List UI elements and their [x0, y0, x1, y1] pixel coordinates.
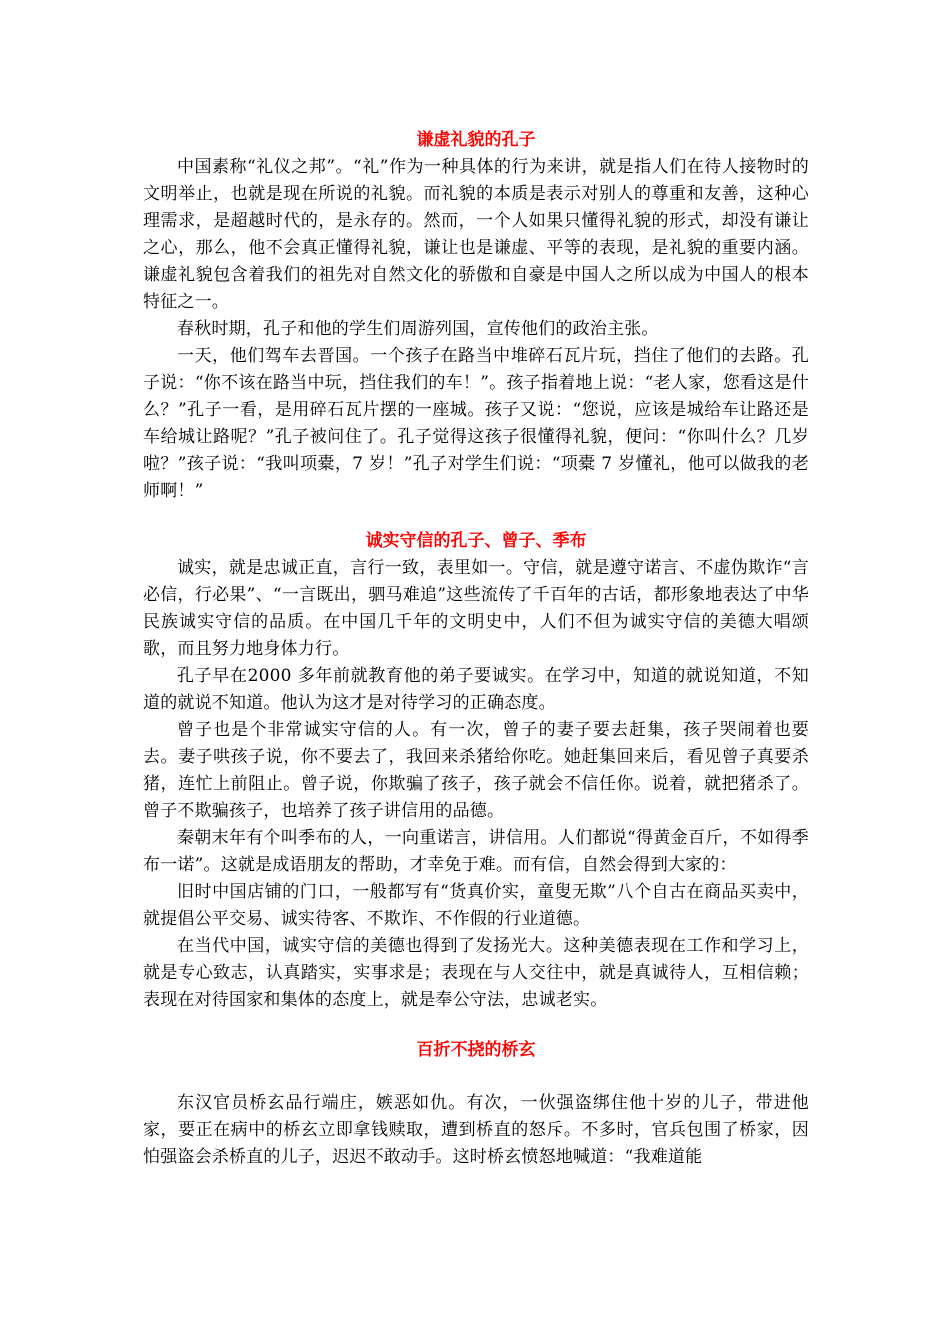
section-spacer: [143, 1064, 809, 1090]
paragraph: 旧时中国店铺的门口，一般都写有“货真价实，童叟无欺”八个自古在商品买卖中，就提倡公平交易、诚实待客、不欺诈、不作假的行业道德。: [143, 882, 809, 929]
paragraph: 秦朝末年有个叫季布的人，一向重诺言，讲信用。人们都说“得黄金百斤，不如得季布一诺”。这就是成语朋友的帮助，才幸免于难。而有信，自然会得到大家的：: [143, 828, 809, 875]
paragraph: 一天，他们驾车去晋国。一个孩子在路当中堆碎石瓦片玩，挡住了他们的去路。孔子说：“你不该在路当中玩，挡住我们的车！”。孩子指着地上说：“老人家，您看这是什么？”孔子一看，是用碎石瓦片摆的一座城。孩子又说：“您说，应该是城给车让路还是车给城让路呢？”孔子被问住了。孔子觉得这孩子很懂得礼貌，便问：“你叫什么？几岁啦？”孩子说：“我叫项橐，7 岁！”孔子对学生们说：“项橐 7 岁懂礼，他可以做我的老师啊！”: [143, 346, 809, 501]
paragraph: 春秋时期，孔子和他的学生们周游列国，宣传他们的政治主张。: [177, 319, 659, 339]
section-title-kongzi: 谦虚礼貌的孔子: [416, 130, 536, 150]
paragraph: 曾子也是个非常诚实守信的人。有一次，曾子的妻子要去赶集，孩子哭闹着也要去。妻子哄孩子说，你不要去了，我回来杀猪给你吃。她赶集回来后，看见曾子真要杀猪，连忙上前阻止。曾子说，你欺骗了孩子，孩子就会不信任你。说着，就把猪杀了。曾子不欺骗孩子，也培养了孩子讲信用的品德。: [143, 720, 809, 821]
section-title-chengshi: 诚实守信的孔子、曾子、季布: [365, 531, 587, 551]
section-title-qiaoxuan: 百折不挠的桥玄: [416, 1040, 536, 1060]
paragraph: 中国素称“礼仪之邦”。“礼”作为一种具体的行为来讲，就是指人们在待人接物时的文明举止，也就是现在所说的礼貌。而礼貌的本质是表示对别人的尊重和友善，这种心理需求，是超越时代的，是永存的。然而，一个人如果只懂得礼貌的形式，却没有谦让之心，那么，他不会真正懂得礼貌，谦让也是谦虚、平等的表现，是礼貌的重要内涵。谦虚礼貌包含着我们的祖先对自然文化的骄傲和自豪是中国人之所以成为中国人的根本特征之一。: [143, 157, 809, 312]
document-body: [143, 126, 809, 1171]
paragraph: 在当代中国，诚实守信的美德也得到了发扬光大。这种美德表现在工作和学习上，就是专心致志，认真踏实，实事求是；表现在与人交往中，就是真诚待人，互相信赖；表现在对待国家和集体的态度上，就是奉公守法，忠诚老实。: [143, 936, 809, 1010]
paragraph: 孔子早在2000 多年前就教育他的弟子要诚实。在学习中，知道的就说知道，不知道的就说不知道。他认为这才是对待学习的正确态度。: [143, 666, 809, 713]
paragraph: 东汉官员桥玄品行端庄，嫉恶如仇。有次，一伙强盗绑住他十岁的儿子，带进他家，要正在病中的桥玄立即拿钱赎取，遭到桥直的怒斥。不多时，官兵包围了桥家，因怕强盗会杀桥直的儿子，迟迟不敢动手。这时桥玄愤怒地喊道：“我难道能: [143, 1093, 809, 1167]
paragraph: 诚实，就是忠诚正直，言行一致，表里如一。守信，就是遵守诺言、不虚伪欺诈“言必信，行必果”、“一言既出，驷马难追”这些流传了千百年的古话，都形象地表达了中华民族诚实守信的品质。在中国几千年的文明史中，人们不但为诚实守信的美德大唱颂歌，而且努力地身体力行。: [143, 558, 809, 659]
section-spacer: [143, 505, 809, 527]
section-spacer: [143, 1014, 809, 1036]
